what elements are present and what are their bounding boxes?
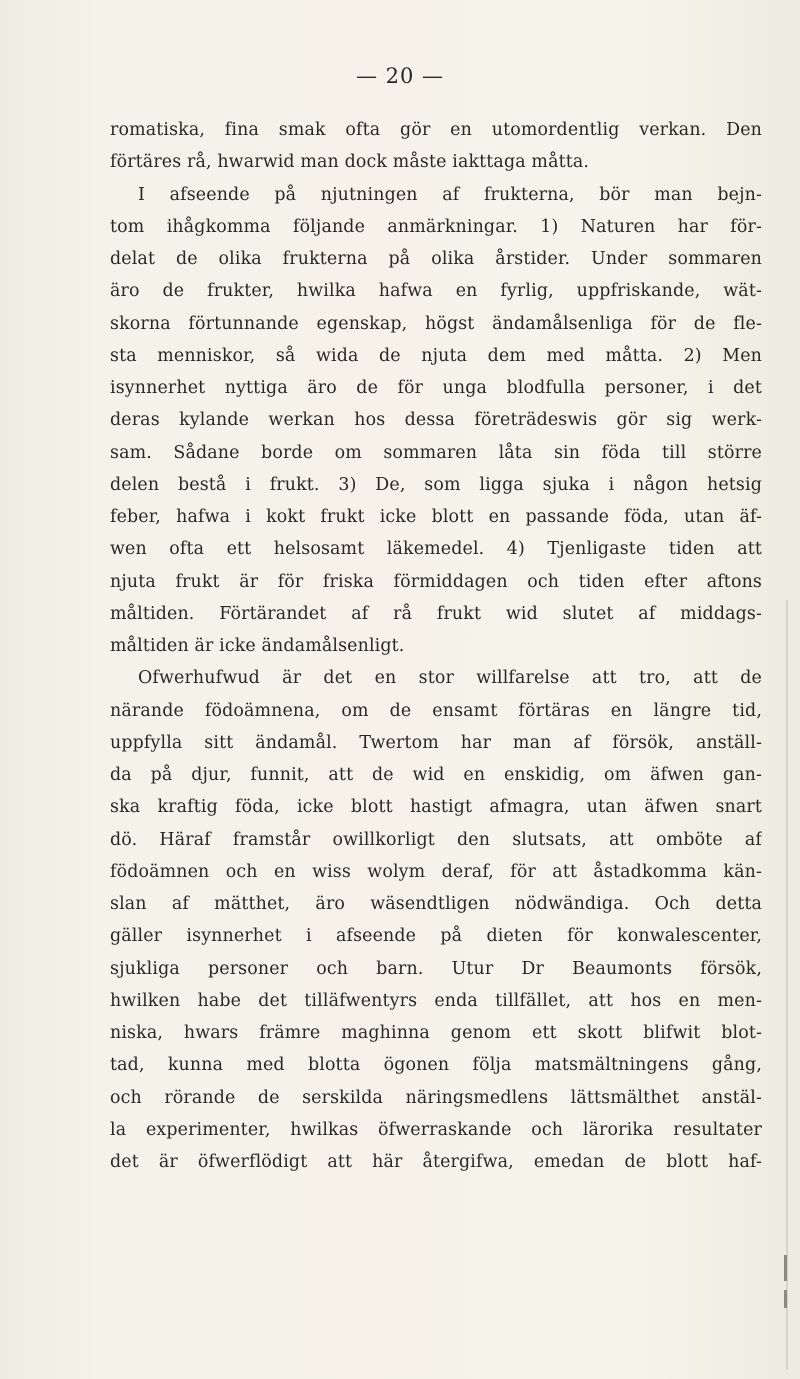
text-line: I afseende på njutningen af frukterna, bör man bejn-	[138, 184, 762, 205]
text-line: måltiden är icke ändamålsenligt.	[110, 636, 405, 656]
text-line: da på djur, funnit, att de wid en enskidig, om äfwen gan-	[110, 765, 762, 785]
text-line: äro de frukter, hwilka hafwa en fyrlig, uppfriskande, wät-	[110, 281, 762, 302]
text-line: hwilken habe det tilläfwentyrs enda tillfället, att hos en men-	[110, 990, 762, 1011]
text-line: la experimenter, hwilkas öfwerraskande och lärorika resultater	[110, 1119, 762, 1140]
text-line: feber, hafwa i kokt frukt icke blott en passande föda, utan äf-	[110, 507, 762, 527]
text-line: deras kylande werkan hos dessa företrädeswis gör sig werk-	[110, 410, 762, 431]
text-line: delen bestå i frukt. 3) De, som ligga sjuka i någon hetsig	[110, 474, 762, 495]
text-line: isynnerhet nyttiga äro de för unga blodfulla personer, i det	[110, 378, 762, 398]
text-line: måltiden. Förtärandet af rå frukt wid slutet af middags-	[110, 603, 762, 624]
text-line: gäller isynnerhet i afseende på dieten för konwalescenter,	[110, 926, 762, 947]
text-line: wen ofta ett helsosamt läkemedel. 4) Tjenligaste tiden att	[110, 539, 762, 560]
text-line: sta menniskor, så wida de njuta dem med måtta. 2) Men	[110, 345, 762, 366]
text-line: tad, kunna med blotta ögonen följa matsmältningens gång,	[110, 1055, 762, 1076]
text-line: Ofwerhufwud är det en stor willfarelse att tro, att de	[138, 668, 762, 689]
text-line: sam. Sådane borde om sommaren låta sin föda till större	[110, 442, 762, 463]
page-edge-mark	[784, 1290, 787, 1308]
text-line: uppfylla sitt ändamål. Twertom har man af försök, anställ-	[110, 732, 762, 753]
text-line: födoämnen och en wiss wolym deraf, för att åstadkomma kän-	[110, 861, 762, 882]
page-number: — 20 —	[355, 64, 445, 88]
text-line: och rörande de serskilda näringsmedlens lättsmälthet anstäl-	[110, 1087, 762, 1108]
text-line: niska, hwars främre maghinna genom ett skott blifwit blot-	[110, 1023, 762, 1043]
text-line: delat de olika frukterna på olika årstider. Under sommaren	[110, 249, 762, 269]
text-line: skorna förtunnande egenskap, högst ändamålsenliga för de fle-	[110, 313, 762, 334]
text-line: det är öfwerflödigt att här återgifwa, emedan de blott haf-	[110, 1152, 762, 1172]
text-line: närande födoämnena, om de ensamt förtäras en längre tid,	[110, 700, 762, 721]
text-line: tom ihågkomma följande anmärkningar. 1) Naturen har för-	[110, 216, 762, 237]
text-line: förtäres rå, hwarwid man dock måste iakttaga måtta.	[110, 152, 590, 173]
text-line: ska kraftig föda, icke blott hastigt afmagra, utan äfwen snart	[110, 797, 762, 818]
body-text	[110, 114, 762, 1178]
page-edge-mark	[784, 1255, 787, 1281]
text-line: dö. Häraf framstår owillkorligt den slutsats, att omböte af	[110, 829, 762, 850]
text-line: njuta frukt är för friska förmiddagen och tiden efter aftons	[110, 571, 762, 592]
text-line: romatiska, fina smak ofta gör en utomordentlig verkan. Den	[110, 120, 762, 140]
text-line: slan af mätthet, äro wäsendtligen nödwändiga. Och detta	[110, 894, 762, 914]
text-line: sjukliga personer och barn. Utur Dr Beaumonts försök,	[110, 958, 762, 979]
